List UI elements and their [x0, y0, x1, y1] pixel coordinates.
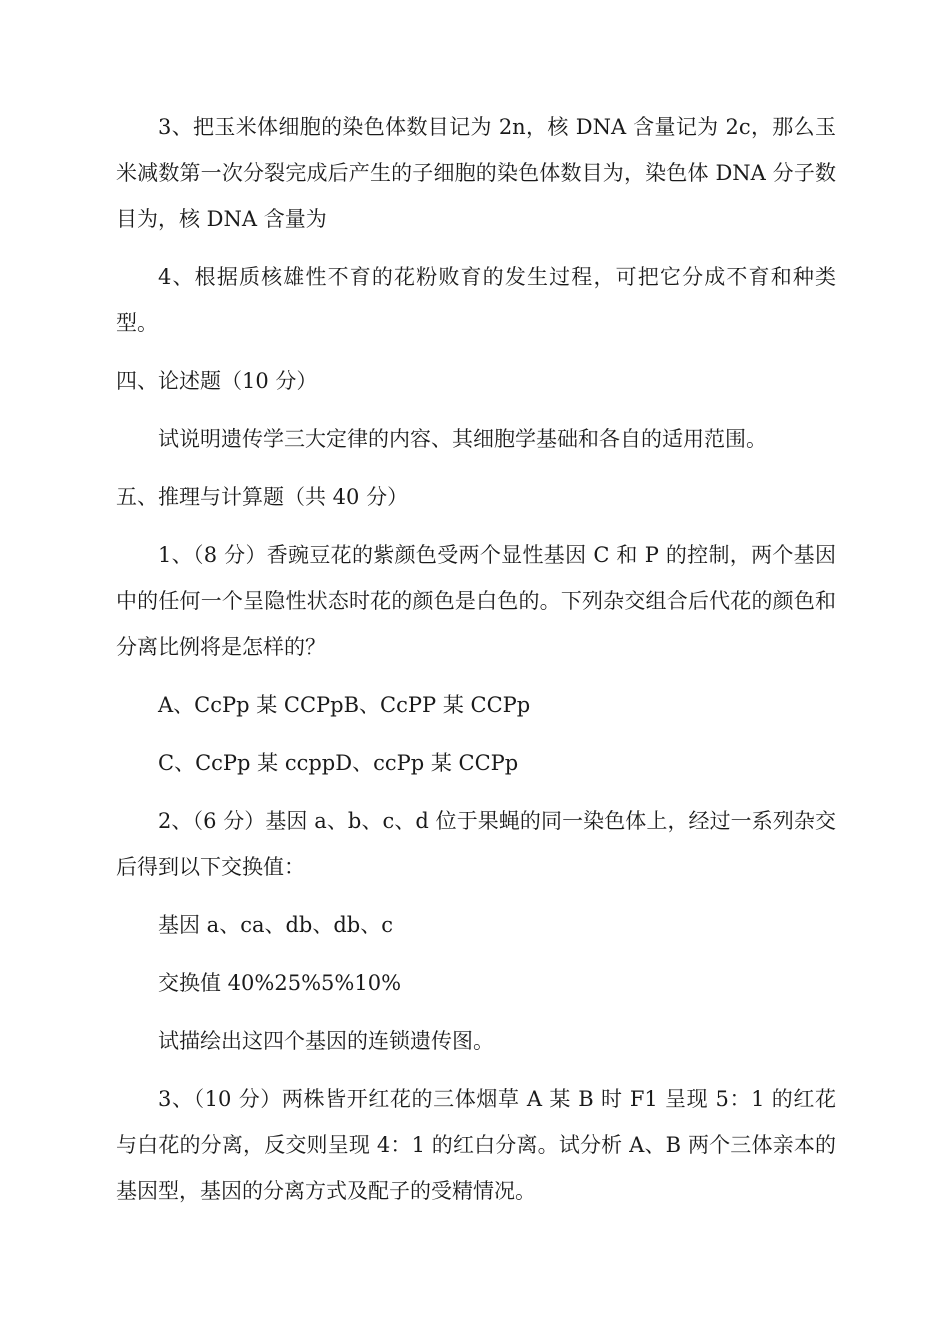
calc-question-1: 1、（8 分）香豌豆花的紫颜色受两个显性基因 C 和 P 的控制，两个基因中的任何一个呈隐性状态时花的颜色是白色的。下列杂交组合后代花的颜色和分离比例将是怎样的？	[116, 543, 836, 659]
essay-question: 试说明遗传学三大定律的内容、其细胞学基础和各自的适用范围。	[158, 427, 767, 451]
question-4-fill-blank: 4、根据质核雄性不育的花粉败育的发生过程，可把它分成不育和种类型。	[116, 265, 836, 335]
calc-question-2-genes: 基因 a、ca、db、db、c	[158, 913, 394, 937]
calc-question-1-options-ab: A、CcPp 某 CCPpB、CcPP 某 CCPp	[158, 693, 531, 717]
calc-question-2: 2、（6 分）基因 a、b、c、d 位于果蝇的同一染色体上，经过一系列杂交后得到以下交换值：	[116, 809, 836, 879]
calc-question-3: 3、（10 分）两株皆开红花的三体烟草 A 某 B 时 F1 呈现 5：1 的红花与白花的分离，反交则呈现 4：1 的红白分离。试分析 A、B 两个三体亲本的基因型，基因的分离方式及配子的受精情况。	[116, 1087, 836, 1203]
question-3-fill-blank: 3、把玉米体细胞的染色体数目记为 2n，核 DNA 含量记为 2c，那么玉米减数第一次分裂完成后产生的子细胞的染色体数目为，染色体 DNA 分子数目为，核 DNA 含量为	[116, 115, 836, 231]
section-4-heading: 四、论述题（10 分）	[116, 369, 318, 393]
section-5-heading: 五、推理与计算题（共 40 分）	[116, 485, 409, 509]
calc-question-2-task: 试描绘出这四个基因的连锁遗传图。	[158, 1029, 494, 1053]
calc-question-2-values: 交换值 40%25%5%10%	[158, 971, 402, 995]
calc-question-1-options-cd: C、CcPp 某 ccppD、ccPp 某 CCPp	[158, 751, 519, 775]
document-body	[116, 104, 836, 1226]
